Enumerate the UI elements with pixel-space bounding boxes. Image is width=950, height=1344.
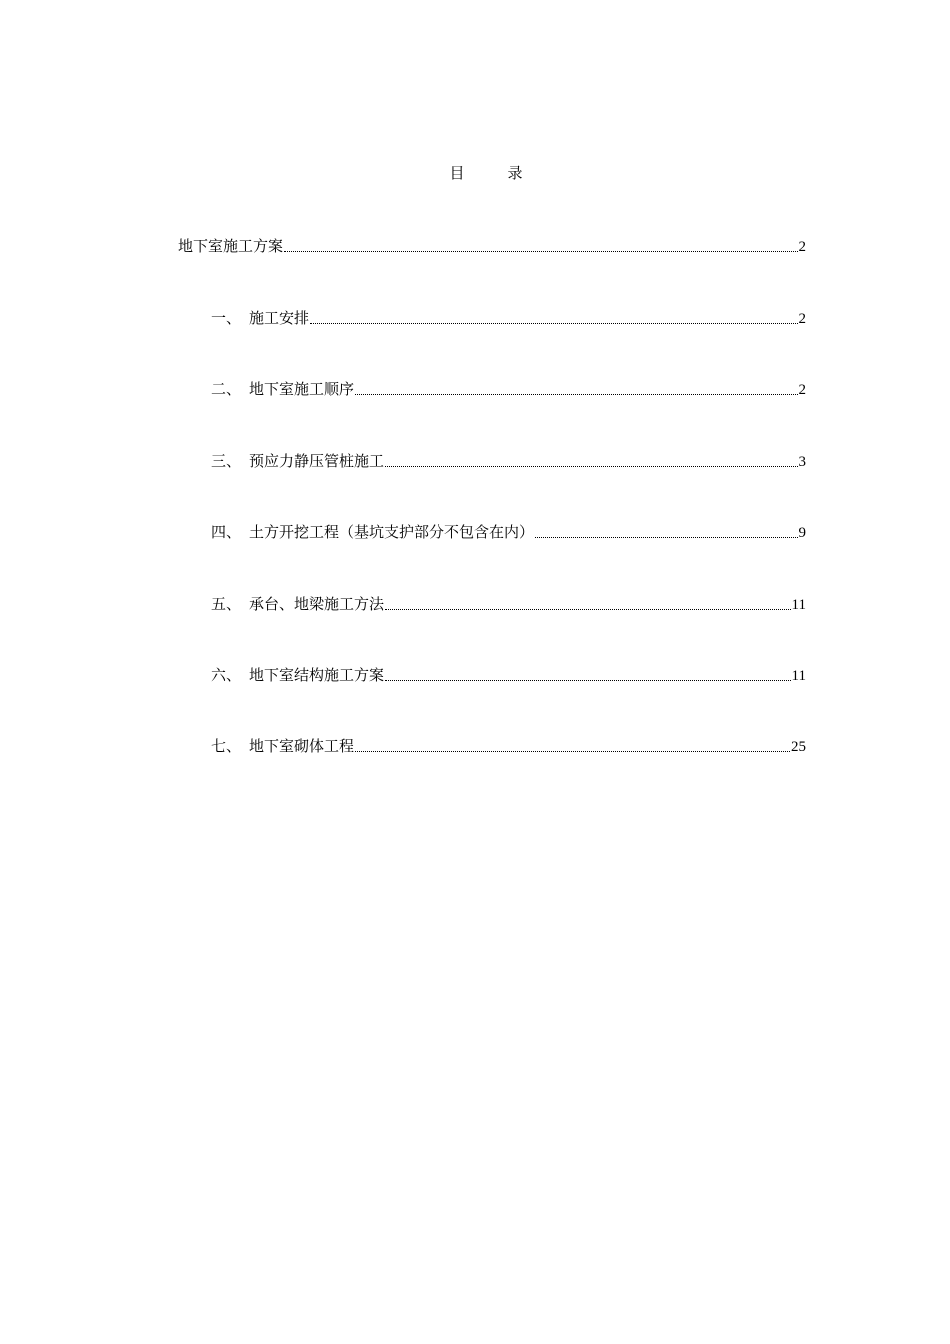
toc-leader-dots (385, 679, 791, 681)
toc-leader-dots (535, 536, 797, 538)
toc-entry-text: 地下室砌体工程 (249, 737, 355, 755)
toc-entry-3[interactable] (211, 451, 806, 471)
toc-entry-4[interactable] (211, 522, 806, 542)
toc-leader-dots (355, 750, 790, 752)
toc-entry-number: 一、 (211, 309, 242, 327)
toc-entry-text: 地下室施工方案 (178, 237, 284, 255)
toc-entry-page: 9 (798, 525, 806, 541)
toc-leader-dots (385, 608, 791, 610)
toc-entry-page: 11 (791, 668, 806, 684)
toc-entry-text: 承台、地梁施工方法 (249, 595, 385, 613)
toc-entry-page: 25 (791, 739, 806, 755)
toc-title: 目 录 (449, 164, 537, 182)
toc-entry-7[interactable] (211, 736, 806, 756)
toc-entry-page: 2 (798, 382, 806, 398)
toc-entry-page: 2 (798, 239, 806, 255)
toc-entry-6[interactable] (211, 665, 806, 685)
toc-entry-number: 五、 (211, 595, 242, 613)
toc-entry-text: 地下室施工顺序 (249, 380, 355, 398)
toc-entry-number: 六、 (211, 666, 242, 684)
toc-entry-text: 预应力静压管桩施工 (249, 452, 385, 470)
toc-entry-number: 七、 (211, 737, 242, 755)
toc-entry-basement-plan[interactable] (178, 236, 806, 256)
toc-entry-page: 2 (798, 311, 806, 327)
toc-entry-number: 三、 (211, 452, 242, 470)
toc-leader-dots (310, 322, 797, 324)
toc-entry-text: 地下室结构施工方案 (249, 666, 385, 684)
toc-leader-dots (284, 250, 797, 252)
toc-entry-text: 土方开挖工程（基坑支护部分不包含在内） (249, 523, 535, 541)
toc-entry-number: 二、 (211, 380, 242, 398)
toc-entry-page: 3 (798, 454, 806, 470)
toc-leader-dots (355, 393, 797, 395)
toc-entry-number: 四、 (211, 523, 242, 541)
toc-entry-text: 施工安排 (249, 309, 310, 327)
toc-leader-dots (385, 465, 797, 467)
toc-entry-1[interactable] (211, 308, 806, 328)
toc-entry-5[interactable] (211, 594, 806, 614)
toc-entry-page: 11 (791, 597, 806, 613)
toc-entry-2[interactable] (211, 379, 806, 399)
